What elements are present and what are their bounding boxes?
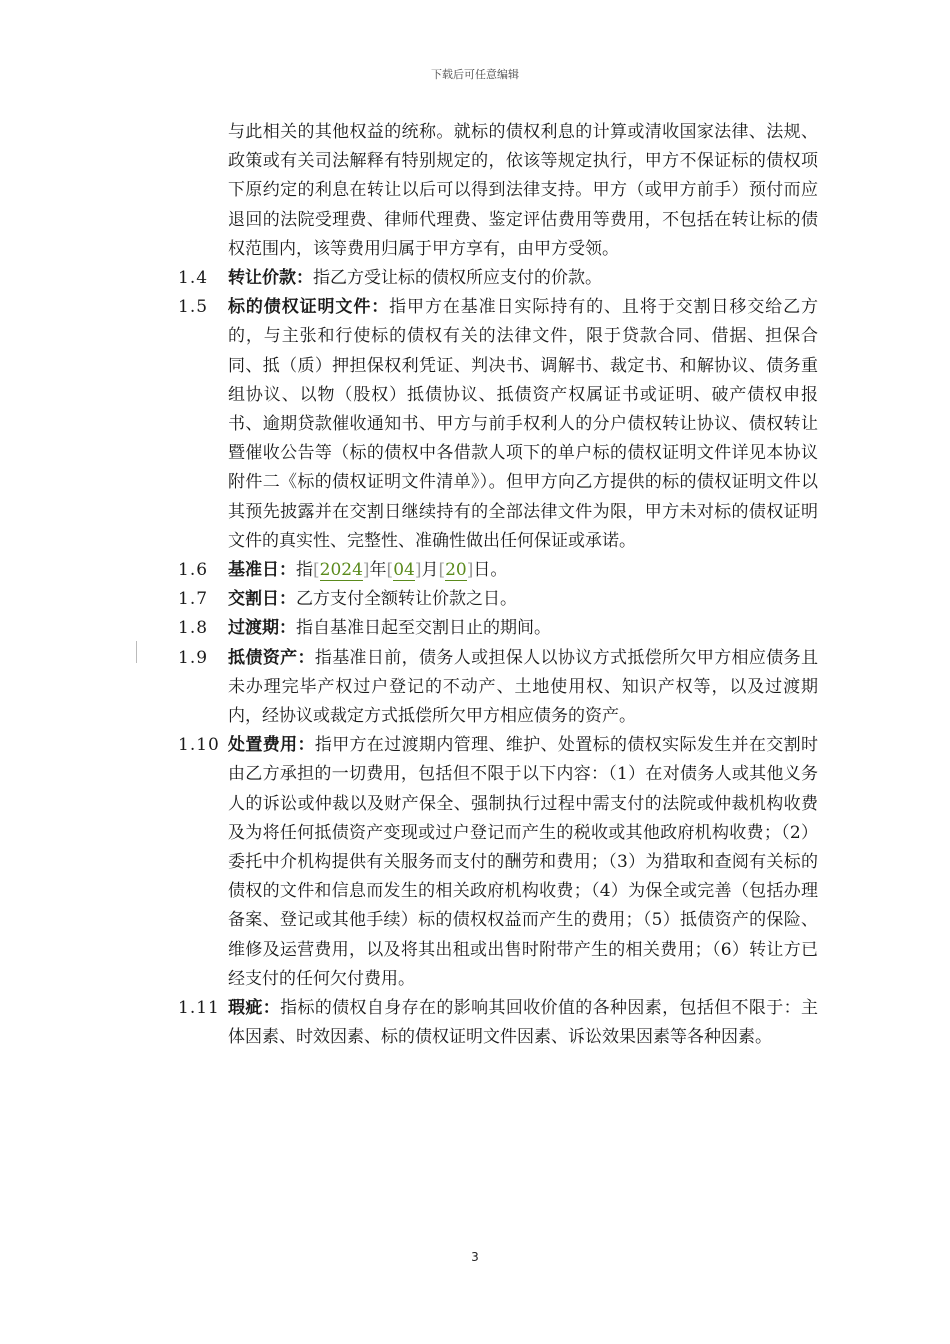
- page-number: 3: [471, 1250, 479, 1264]
- clause-1-11: [178, 994, 818, 1052]
- clause-text: 指甲方在过渡期内管理、维护、处置标的债权实际发生并在交割时由乙方承担的一切费用，包括但不限于以下内容：（1）在对债务人或其他义务人的诉讼或仲裁以及财产保全、强制执行过程中需支付的法院或仲裁机构收费及为将任何抵债资产变现或过户登记而产生的税收或其他政府机构收费；（2）委托中介机构提供有关服务而支付的酬劳和费用；（3）为猎取和查阅有关标的债权的文件和信息而发生的相关政府机构收费；（4）为保全或完善（包括办理备案、登记或其他手续）标的债权权益而产生的费用；（5）抵债资产的保险、维修及运营费用，以及将其出租或出售时附带产生的相关费用；（6）转让方已经支付的任何欠付费用。: [228, 735, 819, 989]
- clause-term: 过渡期：: [228, 618, 296, 639]
- month-field[interactable]: 04: [393, 560, 415, 581]
- clause-text: 指甲方在基准日实际持有的、且将于交割日移交给乙方的，与主张和行使标的债权有关的法律文件，限于贷款合同、借据、担保合同、抵（质）押担保权利凭证、判决书、调解书、裁定书、和解协议、债务重组协议、以物（股权）抵债协议、抵债资产权属证书或证明、破产债权申报书、逾期贷款催收通知书、甲方与前手权利人的分户债权转让协议、债权转让暨催收公告等（标的债权中各借款人项下的单户标的债权证明文件详见本协议附件二《标的债权证明文件清单》）。但甲方向乙方提供的标的债权证明文件以其预先披露并在交割日继续持有的全部法律文件为限，甲方未对标的债权证明文件的真实性、完整性、准确性做出任何保证或承诺。: [228, 297, 818, 551]
- clause-1-10: [178, 731, 818, 994]
- clause-term: 标的债权证明文件：: [228, 297, 390, 318]
- clause-number: 1.9: [178, 647, 209, 668]
- clause-body: [228, 264, 818, 293]
- clause-body: [228, 585, 818, 614]
- page-header: 下载后可任意编辑: [431, 68, 519, 81]
- field-bracket-open: [: [386, 560, 394, 581]
- day-unit: 日。: [473, 560, 508, 581]
- clause-body: [228, 644, 818, 732]
- clause-body: [228, 614, 818, 643]
- clause-1-9: [178, 644, 818, 732]
- clause-body: [228, 994, 818, 1052]
- clause-term: 抵债资产：: [228, 647, 315, 668]
- clause-text: 指标的债权自身存在的影响其回收价值的各种因素，包括但不限于：主体因素、时效因素、标的债权证明文件因素、诉讼效果因素等各种因素。: [228, 998, 819, 1048]
- field-bracket-close: ]: [414, 560, 422, 581]
- field-bracket-open: [: [438, 560, 446, 581]
- clause-body: [228, 293, 818, 556]
- month-unit: 月: [421, 560, 439, 581]
- year-field[interactable]: 2024: [319, 560, 363, 581]
- clause-body: [228, 731, 818, 994]
- clause-1-7: [178, 585, 818, 614]
- field-bracket-close: ]: [466, 560, 474, 581]
- clause-term: 转让价款：: [228, 268, 313, 289]
- clause-number: 1.5: [178, 297, 209, 318]
- clause-text: 指基准日前，债务人或担保人以协议方式抵偿所欠甲方相应债务且未办理完毕产权过户登记的不动产、土地使用权、知识产权等，以及过渡期内，经协议或裁定方式抵偿所欠甲方相应债务的资产。: [228, 647, 819, 727]
- clause-1-5: [178, 293, 818, 556]
- intro-paragraph: 与此相关的其他权益的统称。就标的债权利息的计算或清收国家法律、法规、政策或有关司法解释有特别规定的，依该等规定执行，甲方不保证标的债权项下原约定的利息在转让以后可以得到法律支持。甲方（或甲方前手）预付而应退回的法院受理费、律师代理费、鉴定评估费用等费用，不包括在转让标的债权范围内，该等费用归属于甲方享有，由甲方受领。: [228, 122, 818, 259]
- clause-1-6: [178, 556, 818, 585]
- clause-term: 瑕疵：: [228, 998, 281, 1019]
- revision-marker: [136, 641, 137, 663]
- day-field[interactable]: 20: [445, 560, 467, 581]
- field-bracket-close: ]: [362, 560, 370, 581]
- clause-text: 指乙方受让标的债权所应支付的价款。: [313, 268, 602, 289]
- clause-text: 指自基准日起至交割日止的期间。: [296, 618, 551, 639]
- clause-number: 1.8: [178, 618, 209, 639]
- clause-term: 交割日：: [228, 589, 296, 610]
- field-bracket-open: [: [313, 560, 320, 581]
- clause-1-8: [178, 614, 818, 643]
- clause-text: 指: [296, 560, 313, 581]
- clause-number: 1.4: [178, 268, 209, 289]
- year-unit: 年: [369, 560, 387, 581]
- clause-number: 1.6: [178, 560, 209, 581]
- clause-number: 1.11: [178, 998, 220, 1019]
- clause-body: [228, 556, 818, 585]
- clause-term: 基准日：: [228, 560, 296, 581]
- clause-term: 处置费用：: [228, 735, 315, 756]
- clause-number: 1.7: [178, 589, 209, 610]
- clause-1-4: [178, 264, 818, 293]
- clause-number: 1.10: [178, 735, 220, 756]
- document-body: [178, 118, 818, 1053]
- clause-text: 乙方支付全额转让价款之日。: [296, 589, 517, 610]
